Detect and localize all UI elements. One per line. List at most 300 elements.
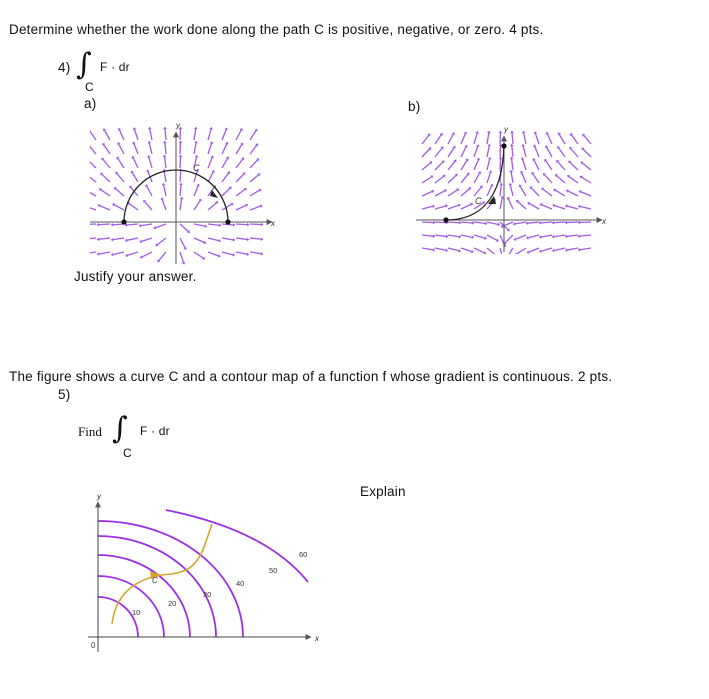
vector-arrow (113, 252, 124, 254)
vector-arrow (236, 238, 247, 239)
vector-arrow (515, 222, 526, 224)
vector-arrow (535, 147, 539, 157)
vector-arrow (250, 145, 257, 154)
vector-arrow (194, 143, 196, 154)
x-axis-label-b: x (602, 217, 606, 226)
vector-arrow (164, 185, 166, 196)
vector-arrow (541, 222, 552, 223)
vector-arrow (559, 148, 565, 157)
vector-arrow (208, 129, 211, 140)
vector-arrow (500, 185, 501, 196)
vector-arrow (487, 248, 495, 254)
vector-arrow (528, 235, 539, 238)
vector-arrow (128, 252, 138, 255)
vector-arrow (542, 205, 552, 209)
vector-arrow (584, 136, 591, 144)
vector-arrow (236, 130, 241, 140)
vector-arrow (512, 146, 513, 157)
vector-arrowhead (261, 237, 264, 241)
vector-arrow (507, 248, 513, 254)
vector-arrow (570, 162, 578, 170)
vector-arrow (422, 163, 430, 170)
vector-arrow (448, 248, 459, 251)
vector-arrow (236, 224, 247, 225)
vector-arrow (474, 160, 478, 170)
vector-arrow (474, 133, 477, 144)
vector-arrow (448, 222, 459, 223)
vector-arrow (208, 203, 216, 210)
vector-arrow (119, 144, 124, 154)
vector-arrow (555, 206, 565, 209)
vector-arrow (523, 146, 526, 157)
vector-arrow (580, 235, 591, 236)
vector-arrow (529, 248, 539, 252)
vector-arrow (250, 224, 261, 225)
vector-arrow (236, 252, 247, 254)
vector-arrow (116, 189, 124, 196)
vector-arrow (164, 171, 166, 182)
vector-arrow (422, 222, 433, 223)
vector-arrow (90, 131, 96, 140)
vector-arrow (159, 252, 166, 260)
curve-end-point-b (501, 143, 506, 148)
vector-arrowhead (246, 252, 249, 256)
vector-arrow (567, 248, 578, 250)
curve-label-b: C (475, 196, 482, 206)
q4-justify-prompt: Justify your answer. (74, 269, 197, 284)
vector-arrowhead (233, 223, 236, 227)
vector-arrow (461, 248, 471, 251)
vector-arrow (222, 252, 233, 255)
vector-arrowhead (578, 221, 581, 225)
vector-arrow (236, 189, 245, 196)
vector-arrow (535, 134, 539, 144)
vector-arrow (557, 176, 565, 183)
vector-arrow (474, 235, 485, 238)
vector-arrowhead (539, 235, 542, 239)
vector-arrowhead (499, 131, 503, 134)
vector-arrowhead (179, 155, 183, 158)
vector-arrow (580, 207, 591, 209)
vector-arrow (541, 248, 552, 251)
vector-arrowhead (261, 223, 264, 227)
vector-arrow (165, 129, 166, 140)
vector-arrow (222, 158, 227, 168)
vector-arrow (435, 148, 442, 157)
q4-integrand: F · dr (100, 60, 130, 74)
vector-arrowhead (180, 197, 184, 200)
vector-arrow (180, 199, 182, 210)
vector-arrowhead (125, 238, 128, 242)
vector-arrowhead (261, 252, 264, 256)
vector-arrowhead (552, 249, 555, 253)
q5-number: 5) (58, 387, 71, 402)
vector-arrow (236, 145, 242, 154)
contour-label-50: 50 (269, 566, 278, 575)
vector-arrowhead (163, 155, 167, 158)
vector-arrow (102, 174, 110, 182)
curve-start-point-a (121, 219, 126, 224)
y-axis-label-a: y (176, 121, 180, 130)
vector-arrow (511, 172, 513, 183)
contour-label-30: 30 (203, 590, 212, 599)
vector-arrowhead (111, 223, 114, 227)
vector-arrow (520, 187, 526, 196)
vector-arrowhead (500, 196, 504, 199)
vector-arrow (461, 161, 467, 170)
vector-arrow (556, 190, 565, 196)
vector-field-figure-b (416, 124, 612, 254)
vector-arrow (127, 238, 138, 240)
vector-arrow (208, 224, 219, 225)
vector-arrow (529, 204, 539, 209)
vector-arrow (582, 177, 591, 183)
vector-arrow (474, 248, 484, 253)
vector-arrow (487, 222, 498, 224)
vector-arrow (422, 206, 433, 209)
vector-arrow (118, 159, 124, 168)
vector-arrow (448, 161, 455, 170)
vector-arrow (518, 202, 526, 209)
vector-arrowhead (565, 248, 568, 252)
vector-arrow (250, 238, 261, 239)
vector-arrow (180, 224, 188, 231)
vector-arrow (145, 202, 152, 210)
vector-arrowhead (471, 235, 474, 239)
vector-arrow (487, 146, 489, 157)
vector-arrow (149, 143, 152, 154)
vector-arrow (194, 186, 198, 196)
y-axis-label-b: y (504, 125, 508, 134)
vector-arrow (500, 159, 501, 170)
vector-arrow (545, 175, 552, 183)
vector-arrow (461, 147, 466, 157)
contour-label-40: 40 (236, 579, 245, 588)
vector-arrow (500, 146, 501, 157)
vector-arrow (90, 160, 96, 168)
vector-arrowhead (445, 248, 448, 252)
vector-arrow (90, 252, 96, 254)
vector-arrow (208, 158, 212, 168)
vector-arrow (508, 199, 513, 209)
vector-arrowhead (218, 239, 221, 242)
origin-label: 0 (91, 641, 96, 650)
vector-arrow (99, 252, 110, 254)
vector-arrow (222, 188, 230, 196)
vector-arrow (250, 206, 260, 210)
vector-arrow (194, 129, 196, 140)
vector-arrow (435, 248, 446, 250)
vector-arrow (531, 188, 539, 196)
vector-arrow (222, 144, 227, 154)
vector-arrow (516, 235, 526, 239)
vector-arrow (250, 175, 258, 182)
vector-arrow (461, 174, 468, 183)
contour-label-60: 60 (299, 550, 308, 559)
vector-arrow (487, 133, 489, 144)
vector-arrow (180, 185, 181, 196)
vector-arrowhead (233, 238, 236, 242)
vector-arrow (119, 130, 124, 140)
q4-part-b-label: b) (408, 99, 421, 114)
vector-arrow (567, 235, 578, 236)
vector-arrow (554, 248, 565, 250)
q5-integral-symbol: ∫ (112, 411, 128, 446)
vector-arrow (250, 190, 259, 196)
vector-arrow (127, 224, 138, 225)
q4-subscript: C (85, 80, 94, 94)
vector-arrow (101, 190, 110, 196)
vector-arrow (461, 235, 472, 237)
vector-arrowhead (97, 252, 100, 256)
vector-arrowhead (510, 131, 514, 134)
q4-instruction: Determine whether the work done along the path C is positive, negative, or zero. 4 pts. (9, 22, 544, 37)
vector-arrow (149, 157, 152, 168)
vector-arrow (461, 204, 471, 209)
vector-arrow (147, 186, 152, 196)
contour-line-30 (98, 555, 190, 637)
vector-arrow (90, 145, 96, 154)
vector-arrow (567, 206, 578, 209)
vector-arrowhead (509, 170, 513, 173)
vector-arrowhead (162, 183, 166, 186)
vector-arrow (194, 224, 205, 226)
vector-arrow (133, 158, 138, 168)
vector-arrow (448, 175, 456, 183)
vector-arrow (117, 174, 124, 182)
vector-arrowhead (97, 238, 100, 242)
vector-arrowhead (111, 238, 114, 242)
vector-arrow (571, 149, 578, 157)
vector-arrow (236, 205, 246, 210)
vector-arrow (448, 205, 458, 209)
vector-arrow (435, 135, 441, 144)
q5-instruction: The figure shows a curve C and a contour map of a function f whose gradient is continuous. 2 pts. (9, 369, 613, 384)
vector-field-arrows-b (422, 131, 591, 254)
vector-arrow (435, 206, 446, 209)
vector-arrow (523, 160, 526, 170)
vector-arrow (100, 206, 110, 210)
vector-arrow (157, 238, 166, 245)
vector-arrow (474, 147, 478, 157)
vector-arrow (180, 171, 181, 182)
vector-arrow (135, 130, 138, 140)
vector-arrow (132, 173, 138, 182)
vector-arrow (90, 175, 96, 182)
vector-arrow (435, 222, 446, 223)
vector-arrow (448, 190, 457, 196)
vector-arrow (541, 235, 552, 237)
vector-arrow (422, 177, 431, 183)
vector-arrowhead (247, 238, 250, 242)
vector-arrow (180, 238, 185, 248)
y-axis-label-contour: y (97, 492, 101, 501)
vector-arrowhead (179, 141, 183, 144)
vector-arrowhead (194, 127, 198, 130)
vector-arrow (134, 144, 138, 154)
vector-arrowhead (97, 223, 100, 227)
vector-arrow (510, 185, 513, 196)
vector-arrow (505, 235, 513, 243)
vector-arrow (180, 252, 183, 262)
vector-arrow (90, 206, 96, 210)
vector-arrow (129, 204, 138, 210)
vector-arrow (422, 149, 430, 157)
vector-arrow (547, 134, 552, 144)
vector-arrow (448, 235, 459, 237)
vector-arrow (534, 160, 539, 170)
vector-arrow (474, 222, 485, 223)
q5-integrand: F · dr (140, 424, 170, 438)
vector-arrow (222, 130, 226, 140)
vector-arrowhead (488, 157, 491, 160)
vector-arrow (422, 192, 432, 196)
contour-line-20 (98, 576, 164, 637)
vector-arrow (572, 135, 578, 144)
vector-arrowhead (194, 141, 198, 144)
vector-arrow (546, 161, 552, 170)
vector-arrow (208, 238, 219, 241)
vector-arrow (435, 176, 444, 183)
q4-number: 4) (58, 60, 71, 75)
vector-arrow (250, 131, 256, 140)
vector-arrow (435, 191, 445, 196)
vector-arrowhead (565, 221, 568, 225)
vector-arrow (113, 224, 124, 225)
vector-arrow (547, 147, 552, 157)
vector-arrow (194, 252, 203, 258)
vector-arrowhead (219, 223, 222, 227)
vector-arrowhead (195, 155, 199, 158)
vector-arrow (487, 173, 490, 183)
vector-arrowhead (487, 131, 491, 134)
x-axis-label-contour: x (315, 634, 319, 643)
vector-arrow (581, 192, 591, 196)
vector-arrow (461, 189, 469, 196)
vector-arrow (236, 174, 244, 182)
vector-arrow (142, 238, 152, 241)
vector-arrow (208, 172, 213, 182)
contour-label-20: 20 (168, 599, 177, 608)
curve-end-point-a (225, 219, 230, 224)
vector-arrow (524, 133, 526, 144)
contour-map-figure (86, 490, 326, 658)
vector-arrow (448, 148, 454, 157)
vector-arrow (141, 224, 152, 226)
vector-arrow (559, 135, 565, 144)
vector-arrow (150, 129, 152, 140)
curve-label-a: C (193, 163, 200, 173)
vector-arrow (114, 205, 124, 210)
vector-arrow (522, 173, 526, 183)
vector-arrow (512, 159, 513, 170)
vector-arrowhead (487, 144, 491, 147)
vector-arrow (103, 160, 110, 168)
vector-arrow (194, 238, 204, 242)
vector-arrow (208, 252, 218, 256)
curve-label-contour: C (152, 576, 158, 585)
vector-arrow (474, 173, 479, 183)
vector-arrow (435, 235, 446, 236)
vector-arrow (422, 135, 429, 144)
vector-arrow (461, 222, 472, 223)
vector-arrow (99, 238, 110, 239)
vector-arrow (461, 134, 465, 144)
vector-field-figure-a (90, 118, 280, 266)
contour-line-40 (98, 536, 216, 637)
vector-arrow (512, 133, 513, 144)
q4-integral-symbol: ∫ (76, 47, 92, 82)
vector-arrowhead (522, 131, 526, 134)
vector-arrow (569, 177, 578, 183)
vector-arrow (500, 198, 502, 209)
vector-arrowhead (247, 223, 250, 227)
vector-arrow (156, 224, 166, 228)
q5-subscript: C (123, 446, 132, 460)
vector-arrow (558, 162, 565, 170)
vector-arrow (250, 160, 257, 168)
vector-arrow (474, 187, 481, 196)
vector-arrow (165, 157, 166, 168)
vector-arrow (487, 186, 492, 196)
x-axis-label-a: x (271, 219, 275, 228)
vector-arrow (222, 173, 229, 182)
vector-arrow (222, 238, 233, 240)
vector-arrow (180, 157, 181, 168)
vector-arrow (162, 200, 166, 210)
vector-field-arrows-a (90, 127, 263, 265)
contour-label-10: 10 (132, 608, 141, 617)
vector-arrow (435, 162, 443, 170)
vector-arrow (580, 248, 591, 250)
vector-arrow (582, 163, 591, 170)
curve-start-point-b (443, 217, 448, 222)
vector-arrow (583, 149, 591, 157)
vector-arrow (208, 144, 211, 154)
vector-arrowhead (179, 183, 183, 186)
vector-arrowhead (510, 157, 514, 160)
vector-arrow (500, 248, 503, 254)
vector-arrow (568, 191, 578, 196)
vector-arrow (90, 191, 96, 196)
vector-arrow (567, 222, 578, 223)
vector-arrow (194, 201, 200, 210)
vector-arrowhead (148, 127, 152, 130)
vector-arrow (554, 222, 565, 223)
vector-arrow (448, 134, 453, 144)
vector-arrowhead (111, 253, 114, 257)
vector-arrowhead (578, 205, 581, 209)
vector-arrow (104, 145, 110, 154)
vector-arrow (517, 248, 526, 254)
vector-arrow (487, 159, 490, 170)
q5-find-label: Find (78, 424, 102, 439)
vector-arrow (487, 235, 497, 240)
vector-arrowhead (163, 141, 167, 144)
vector-arrowhead (139, 224, 142, 228)
vector-arrowhead (432, 205, 435, 208)
vector-arrow (528, 222, 539, 223)
vector-arrow (165, 143, 166, 154)
q4-part-a-label: a) (84, 96, 97, 111)
vector-arrow (250, 252, 261, 254)
vector-arrow (113, 238, 124, 240)
vector-arrowhead (204, 224, 207, 228)
vector-arrowhead (497, 223, 500, 227)
vector-arrow (543, 189, 552, 196)
vector-arrow (422, 248, 433, 250)
vector-arrow (533, 174, 539, 183)
